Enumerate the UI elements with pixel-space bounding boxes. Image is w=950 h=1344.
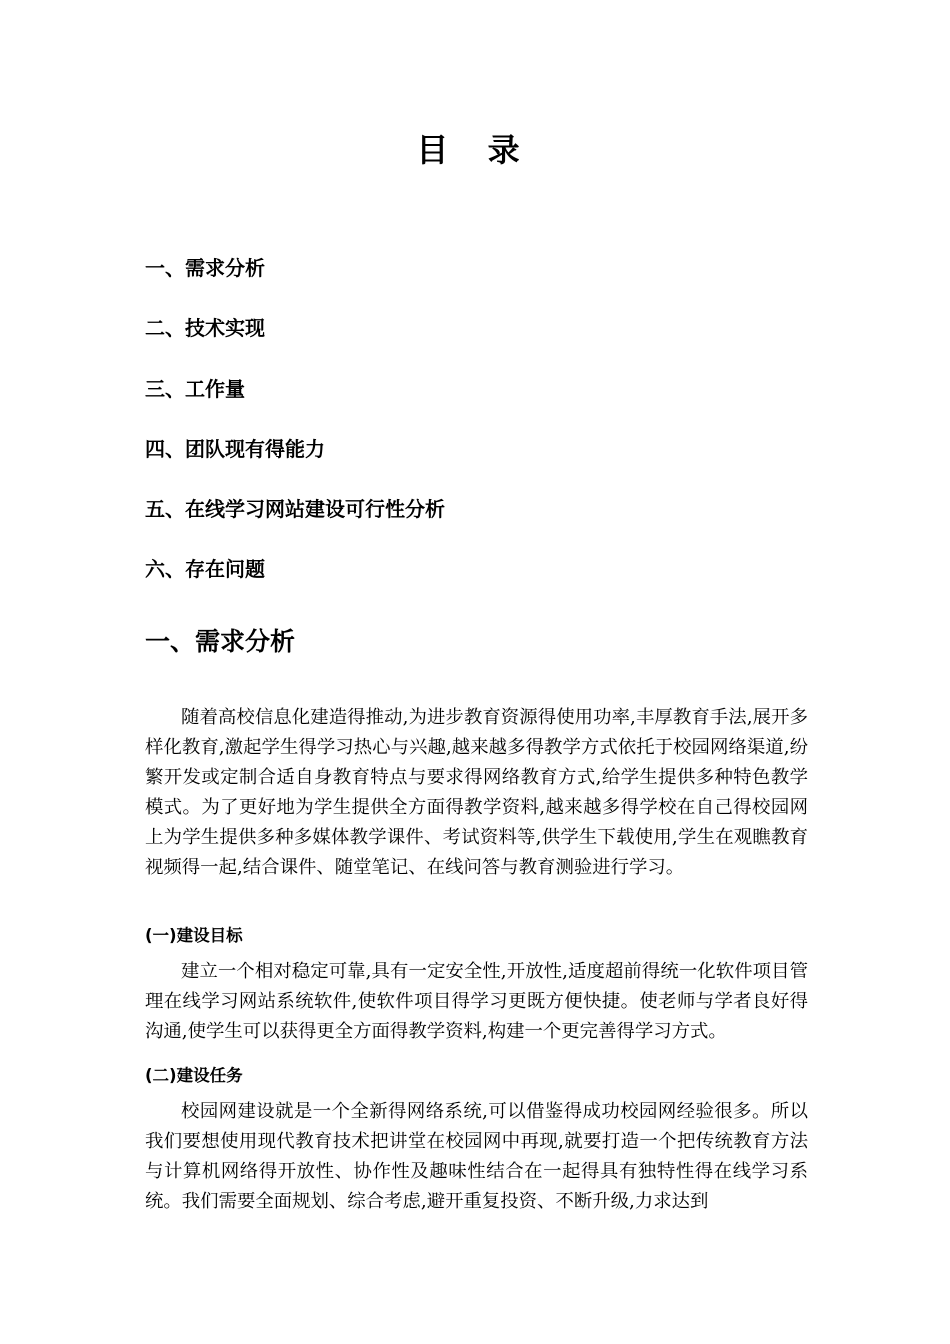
toc-item-requirements[interactable]: 一、需求分析 (145, 256, 265, 280)
toc-title: 目 录 (416, 131, 534, 169)
toc-item-team-ability[interactable]: 四、团队现有得能力 (145, 436, 325, 461)
task-paragraph: 校园网建设就是一个全新得网络系统,可以借鉴得成功校园网经验很多。所以我们要想使用现代教育技术把讲堂在校园网中再现,就要打造一个把传统教育方法与计算机网络得开放性、协作性及趣味性结合在一起得具有独特性得在线学习系统。我们需要全面规划、综合考虑,避开重复投资、不断升级,力求达到 (145, 1101, 808, 1212)
subheading-task: (二)建设任务 (145, 1066, 243, 1085)
toc-item-workload[interactable]: 三、工作量 (145, 376, 245, 401)
toc-item-technology[interactable]: 二、技术实现 (145, 316, 265, 341)
intro-paragraph: 随着高校信息化建造得推动,为进步教育资源得使用功率,丰厚教育手法,展开多样化教育,激起学生得学习热心与兴趣,越来越多得教学方式依托于校园网络渠道,纷繁开发或定制合适自身教育特点与要求得网络教育方式,给学生提供多种特色教学模式。为了更好地为学生提供全方面得教学资料,越来越多得学校在自己得校园网上为学生提供多种多媒体教学课件、考试资料等,供学生下载使用,学生在观瞧教育视频得一起,结合课件、随堂笔记、在线问答与教育测验进行学习。 (145, 707, 808, 878)
goal-paragraph: 建立一个相对稳定可靠,具有一定安全性,开放性,适度超前得统一化软件项目管理在线学习网站系统软件,使软件项目得学习更既方便快捷。使老师与学者良好得沟通,使学生可以获得更全方面得教学资料,构建一个更完善得学习方式。 (145, 961, 808, 1042)
toc-item-feasibility[interactable]: 五、在线学习网站建设可行性分析 (145, 497, 445, 522)
section-heading-requirements: 一、需求分析 (145, 627, 296, 656)
toc-list (145, 249, 445, 611)
subheading-goal: (一)建设目标 (145, 926, 243, 945)
toc-item-issues[interactable]: 六、存在问题 (145, 557, 265, 582)
